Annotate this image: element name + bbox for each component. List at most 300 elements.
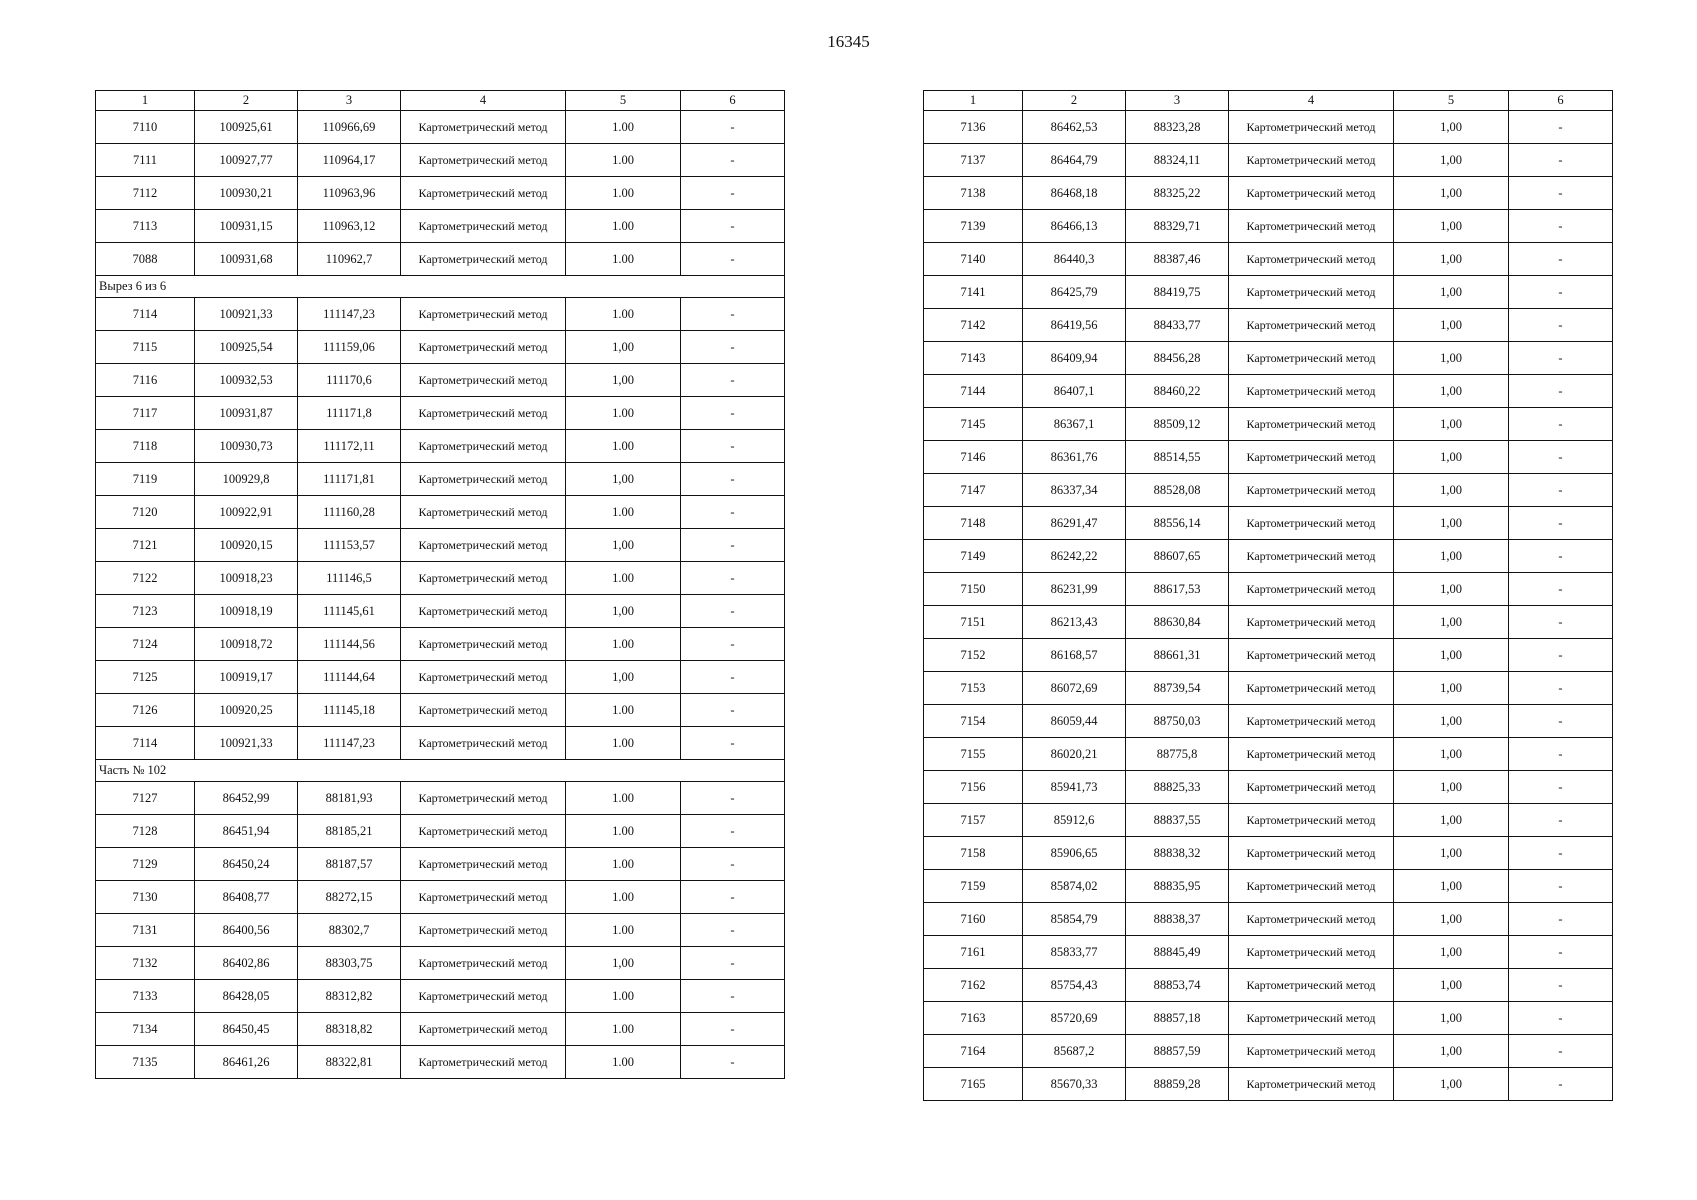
table-row: [924, 705, 1613, 738]
y-coordinate-cell: 88857,59: [1126, 1035, 1229, 1068]
y-coordinate-cell: 111147,23: [298, 298, 401, 331]
point-number-cell: 7154: [924, 705, 1023, 738]
note-cell: -: [681, 848, 785, 881]
accuracy-cell: 1,00: [1394, 969, 1509, 1002]
table-row: [924, 342, 1613, 375]
method-cell: Картометрический метод: [1229, 837, 1394, 870]
accuracy-cell: 1.00: [566, 496, 681, 529]
method-cell: Картометрический метод: [1229, 1002, 1394, 1035]
y-coordinate-cell: 88857,18: [1126, 1002, 1229, 1035]
table-row: [96, 815, 785, 848]
note-cell: -: [681, 177, 785, 210]
note-cell: -: [681, 1046, 785, 1079]
accuracy-cell: 1,00: [1394, 540, 1509, 573]
method-cell: Картометрический метод: [401, 1013, 566, 1046]
y-coordinate-cell: 88460,22: [1126, 375, 1229, 408]
y-coordinate-cell: 88630,84: [1126, 606, 1229, 639]
x-coordinate-cell: 100930,73: [195, 430, 298, 463]
note-cell: -: [681, 1013, 785, 1046]
point-number-cell: 7122: [96, 562, 195, 595]
x-coordinate-cell: 85687,2: [1023, 1035, 1126, 1068]
column-header: 2: [195, 91, 298, 111]
method-cell: Картометрический метод: [401, 782, 566, 815]
accuracy-cell: 1,00: [1394, 342, 1509, 375]
method-cell: Картометрический метод: [401, 111, 566, 144]
x-coordinate-cell: 86407,1: [1023, 375, 1126, 408]
accuracy-cell: 1.00: [566, 298, 681, 331]
accuracy-cell: 1.00: [566, 1013, 681, 1046]
table-row: [924, 144, 1613, 177]
x-coordinate-cell: 100921,33: [195, 727, 298, 760]
x-coordinate-cell: 86428,05: [195, 980, 298, 1013]
y-coordinate-cell: 88835,95: [1126, 870, 1229, 903]
x-coordinate-cell: 100925,54: [195, 331, 298, 364]
x-coordinate-cell: 100918,72: [195, 628, 298, 661]
table-row: [924, 969, 1613, 1002]
y-coordinate-cell: 88181,93: [298, 782, 401, 815]
x-coordinate-cell: 100920,25: [195, 694, 298, 727]
y-coordinate-cell: 88750,03: [1126, 705, 1229, 738]
x-coordinate-cell: 85720,69: [1023, 1002, 1126, 1035]
point-number-cell: 7129: [96, 848, 195, 881]
method-cell: Картометрический метод: [1229, 507, 1394, 540]
column-header: 5: [1394, 91, 1509, 111]
point-number-cell: 7113: [96, 210, 195, 243]
point-number-cell: 7155: [924, 738, 1023, 771]
x-coordinate-cell: 100927,77: [195, 144, 298, 177]
accuracy-cell: 1,00: [1394, 771, 1509, 804]
method-cell: Картометрический метод: [401, 947, 566, 980]
y-coordinate-cell: 111147,23: [298, 727, 401, 760]
y-coordinate-cell: 88324,11: [1126, 144, 1229, 177]
note-cell: -: [1509, 1035, 1613, 1068]
y-coordinate-cell: 111145,18: [298, 694, 401, 727]
point-number-cell: 7156: [924, 771, 1023, 804]
point-number-cell: 7117: [96, 397, 195, 430]
note-cell: -: [1509, 639, 1613, 672]
y-coordinate-cell: 88456,28: [1126, 342, 1229, 375]
accuracy-cell: 1,00: [1394, 441, 1509, 474]
method-cell: Картометрический метод: [1229, 342, 1394, 375]
y-coordinate-cell: 111144,56: [298, 628, 401, 661]
x-coordinate-cell: 86452,99: [195, 782, 298, 815]
table-row: [96, 727, 785, 760]
x-coordinate-cell: 86451,94: [195, 815, 298, 848]
method-cell: Картометрический метод: [1229, 441, 1394, 474]
table-row: [96, 661, 785, 694]
y-coordinate-cell: 88528,08: [1126, 474, 1229, 507]
point-number-cell: 7131: [96, 914, 195, 947]
section-label: Часть № 102: [96, 760, 785, 782]
table-row: [924, 177, 1613, 210]
accuracy-cell: 1,00: [566, 595, 681, 628]
accuracy-cell: 1,00: [1394, 111, 1509, 144]
method-cell: Картометрический метод: [401, 463, 566, 496]
point-number-cell: 7136: [924, 111, 1023, 144]
y-coordinate-cell: 88617,53: [1126, 573, 1229, 606]
column-header: 6: [681, 91, 785, 111]
table-row: [96, 694, 785, 727]
point-number-cell: 7134: [96, 1013, 195, 1046]
method-cell: Картометрический метод: [1229, 375, 1394, 408]
point-number-cell: 7153: [924, 672, 1023, 705]
accuracy-cell: 1,00: [1394, 507, 1509, 540]
accuracy-cell: 1,00: [566, 364, 681, 397]
y-coordinate-cell: 88325,22: [1126, 177, 1229, 210]
table-row: [924, 1035, 1613, 1068]
y-coordinate-cell: 88329,71: [1126, 210, 1229, 243]
column-header: 4: [401, 91, 566, 111]
table-row: [96, 562, 785, 595]
accuracy-cell: 1,00: [1394, 276, 1509, 309]
method-cell: Картометрический метод: [401, 496, 566, 529]
x-coordinate-cell: 100930,21: [195, 177, 298, 210]
accuracy-cell: 1,00: [566, 661, 681, 694]
method-cell: Картометрический метод: [1229, 639, 1394, 672]
point-number-cell: 7165: [924, 1068, 1023, 1101]
note-cell: -: [681, 595, 785, 628]
method-cell: Картометрический метод: [401, 364, 566, 397]
y-coordinate-cell: 110963,12: [298, 210, 401, 243]
y-coordinate-cell: 88185,21: [298, 815, 401, 848]
point-number-cell: 7159: [924, 870, 1023, 903]
column-header: 2: [1023, 91, 1126, 111]
table-row: [96, 177, 785, 210]
accuracy-cell: 1,00: [1394, 144, 1509, 177]
point-number-cell: 7118: [96, 430, 195, 463]
point-number-cell: 7124: [96, 628, 195, 661]
table-row: [96, 111, 785, 144]
accuracy-cell: 1,00: [1394, 738, 1509, 771]
y-coordinate-cell: 88323,28: [1126, 111, 1229, 144]
point-number-cell: 7139: [924, 210, 1023, 243]
accuracy-cell: 1.00: [566, 397, 681, 430]
method-cell: Картометрический метод: [1229, 870, 1394, 903]
method-cell: Картометрический метод: [401, 914, 566, 947]
method-cell: Картометрический метод: [1229, 111, 1394, 144]
table-row: [924, 870, 1613, 903]
x-coordinate-cell: 86450,45: [195, 1013, 298, 1046]
point-number-cell: 7121: [96, 529, 195, 562]
method-cell: Картометрический метод: [1229, 474, 1394, 507]
column-header: 3: [298, 91, 401, 111]
x-coordinate-cell: 85670,33: [1023, 1068, 1126, 1101]
point-number-cell: 7157: [924, 804, 1023, 837]
section-label: Вырез 6 из 6: [96, 276, 785, 298]
accuracy-cell: 1.00: [566, 980, 681, 1013]
point-number-cell: 7137: [924, 144, 1023, 177]
table-row: [924, 837, 1613, 870]
table-row: [924, 936, 1613, 969]
table-row: [96, 881, 785, 914]
accuracy-cell: 1.00: [566, 848, 681, 881]
note-cell: -: [1509, 1068, 1613, 1101]
note-cell: -: [1509, 573, 1613, 606]
point-number-cell: 7127: [96, 782, 195, 815]
point-number-cell: 7147: [924, 474, 1023, 507]
table-row: [96, 529, 785, 562]
accuracy-cell: 1.00: [566, 562, 681, 595]
accuracy-cell: 1.00: [566, 177, 681, 210]
table-row: [924, 804, 1613, 837]
method-cell: Картометрический метод: [1229, 540, 1394, 573]
accuracy-cell: 1,00: [1394, 573, 1509, 606]
method-cell: Картометрический метод: [1229, 309, 1394, 342]
accuracy-cell: 1.00: [566, 243, 681, 276]
point-number-cell: 7110: [96, 111, 195, 144]
table-header-row: [96, 91, 785, 111]
accuracy-cell: 1.00: [566, 111, 681, 144]
table-row: [924, 111, 1613, 144]
y-coordinate-cell: 88859,28: [1126, 1068, 1229, 1101]
x-coordinate-cell: 86408,77: [195, 881, 298, 914]
method-cell: Картометрический метод: [401, 628, 566, 661]
method-cell: Картометрический метод: [1229, 573, 1394, 606]
x-coordinate-cell: 100931,87: [195, 397, 298, 430]
method-cell: Картометрический метод: [1229, 243, 1394, 276]
y-coordinate-cell: 88837,55: [1126, 804, 1229, 837]
x-coordinate-cell: 86468,18: [1023, 177, 1126, 210]
point-number-cell: 7162: [924, 969, 1023, 1002]
point-number-cell: 7088: [96, 243, 195, 276]
point-number-cell: 7163: [924, 1002, 1023, 1035]
x-coordinate-cell: 100919,17: [195, 661, 298, 694]
y-coordinate-cell: 88739,54: [1126, 672, 1229, 705]
point-number-cell: 7126: [96, 694, 195, 727]
y-coordinate-cell: 111146,5: [298, 562, 401, 595]
point-number-cell: 7114: [96, 727, 195, 760]
method-cell: Картометрический метод: [1229, 804, 1394, 837]
note-cell: -: [681, 727, 785, 760]
accuracy-cell: 1,00: [1394, 1035, 1509, 1068]
point-number-cell: 7141: [924, 276, 1023, 309]
table-row: [96, 298, 785, 331]
note-cell: -: [1509, 474, 1613, 507]
table-row: [924, 1002, 1613, 1035]
method-cell: Картометрический метод: [401, 694, 566, 727]
note-cell: -: [681, 430, 785, 463]
x-coordinate-cell: 86213,43: [1023, 606, 1126, 639]
note-cell: -: [681, 881, 785, 914]
table-row: [96, 496, 785, 529]
x-coordinate-cell: 86400,56: [195, 914, 298, 947]
x-coordinate-cell: 100920,15: [195, 529, 298, 562]
note-cell: -: [1509, 771, 1613, 804]
note-cell: -: [681, 397, 785, 430]
x-coordinate-cell: 85941,73: [1023, 771, 1126, 804]
note-cell: -: [1509, 243, 1613, 276]
method-cell: Картометрический метод: [401, 661, 566, 694]
table-row: [924, 408, 1613, 441]
accuracy-cell: 1,00: [1394, 309, 1509, 342]
table-row: [96, 210, 785, 243]
table-row: [96, 848, 785, 881]
y-coordinate-cell: 88312,82: [298, 980, 401, 1013]
accuracy-cell: 1,00: [1394, 606, 1509, 639]
y-coordinate-cell: 88433,77: [1126, 309, 1229, 342]
table-row: [924, 375, 1613, 408]
note-cell: -: [681, 529, 785, 562]
x-coordinate-cell: 86440,3: [1023, 243, 1126, 276]
y-coordinate-cell: 88853,74: [1126, 969, 1229, 1002]
table-row: [96, 463, 785, 496]
x-coordinate-cell: 86367,1: [1023, 408, 1126, 441]
method-cell: Картометрический метод: [401, 815, 566, 848]
note-cell: -: [681, 496, 785, 529]
accuracy-cell: 1,00: [1394, 243, 1509, 276]
point-number-cell: 7160: [924, 903, 1023, 936]
column-header: 3: [1126, 91, 1229, 111]
note-cell: -: [1509, 738, 1613, 771]
x-coordinate-cell: 100918,23: [195, 562, 298, 595]
x-coordinate-cell: 85906,65: [1023, 837, 1126, 870]
accuracy-cell: 1.00: [566, 628, 681, 661]
point-number-cell: 7132: [96, 947, 195, 980]
table-row: [924, 738, 1613, 771]
accuracy-cell: 1,00: [1394, 408, 1509, 441]
x-coordinate-cell: 86466,13: [1023, 210, 1126, 243]
method-cell: Картометрический метод: [1229, 771, 1394, 804]
note-cell: -: [681, 815, 785, 848]
y-coordinate-cell: 88318,82: [298, 1013, 401, 1046]
table-row: [96, 1013, 785, 1046]
accuracy-cell: 1.00: [566, 694, 681, 727]
y-coordinate-cell: 88419,75: [1126, 276, 1229, 309]
point-number-cell: 7115: [96, 331, 195, 364]
coordinates-table-left: [95, 90, 785, 1079]
accuracy-cell: 1,00: [1394, 837, 1509, 870]
y-coordinate-cell: 88607,65: [1126, 540, 1229, 573]
note-cell: -: [681, 661, 785, 694]
table-row: [96, 980, 785, 1013]
accuracy-cell: 1.00: [566, 210, 681, 243]
table-row: [96, 397, 785, 430]
y-coordinate-cell: 110963,96: [298, 177, 401, 210]
method-cell: Картометрический метод: [1229, 276, 1394, 309]
note-cell: -: [681, 243, 785, 276]
note-cell: -: [1509, 837, 1613, 870]
table-row: [96, 1046, 785, 1079]
method-cell: Картометрический метод: [1229, 210, 1394, 243]
accuracy-cell: 1,00: [1394, 672, 1509, 705]
point-number-cell: 7133: [96, 980, 195, 1013]
table-row: [924, 243, 1613, 276]
x-coordinate-cell: 86425,79: [1023, 276, 1126, 309]
column-header: 1: [96, 91, 195, 111]
method-cell: Картометрический метод: [401, 1046, 566, 1079]
method-cell: Картометрический метод: [401, 397, 566, 430]
y-coordinate-cell: 88302,7: [298, 914, 401, 947]
table-row: [924, 309, 1613, 342]
method-cell: Картометрический метод: [1229, 177, 1394, 210]
note-cell: -: [1509, 342, 1613, 375]
x-coordinate-cell: 86242,22: [1023, 540, 1126, 573]
method-cell: Картометрический метод: [401, 562, 566, 595]
x-coordinate-cell: 85874,02: [1023, 870, 1126, 903]
y-coordinate-cell: 88825,33: [1126, 771, 1229, 804]
coordinates-table-right: [923, 90, 1613, 1101]
table-row: [924, 540, 1613, 573]
note-cell: -: [681, 298, 785, 331]
point-number-cell: 7123: [96, 595, 195, 628]
method-cell: Картометрический метод: [1229, 408, 1394, 441]
method-cell: Картометрический метод: [1229, 936, 1394, 969]
point-number-cell: 7128: [96, 815, 195, 848]
table-row: [924, 606, 1613, 639]
x-coordinate-cell: 85854,79: [1023, 903, 1126, 936]
method-cell: Картометрический метод: [1229, 969, 1394, 1002]
x-coordinate-cell: 86291,47: [1023, 507, 1126, 540]
note-cell: -: [1509, 672, 1613, 705]
accuracy-cell: 1,00: [1394, 804, 1509, 837]
x-coordinate-cell: 86337,34: [1023, 474, 1126, 507]
note-cell: -: [1509, 309, 1613, 342]
table-row: [96, 947, 785, 980]
accuracy-cell: 1,00: [1394, 375, 1509, 408]
table-row: [924, 573, 1613, 606]
accuracy-cell: 1,00: [1394, 705, 1509, 738]
y-coordinate-cell: 111145,61: [298, 595, 401, 628]
table-row: [924, 276, 1613, 309]
table-row: [924, 771, 1613, 804]
point-number-cell: 7112: [96, 177, 195, 210]
accuracy-cell: 1,00: [566, 529, 681, 562]
point-number-cell: 7140: [924, 243, 1023, 276]
x-coordinate-cell: 86059,44: [1023, 705, 1126, 738]
method-cell: Картометрический метод: [401, 848, 566, 881]
point-number-cell: 7120: [96, 496, 195, 529]
y-coordinate-cell: 88303,75: [298, 947, 401, 980]
table-row: [924, 441, 1613, 474]
x-coordinate-cell: 100929,8: [195, 463, 298, 496]
method-cell: Картометрический метод: [401, 144, 566, 177]
note-cell: -: [681, 782, 785, 815]
method-cell: Картометрический метод: [401, 331, 566, 364]
table-row: [924, 903, 1613, 936]
point-number-cell: 7143: [924, 342, 1023, 375]
y-coordinate-cell: 88775,8: [1126, 738, 1229, 771]
point-number-cell: 7164: [924, 1035, 1023, 1068]
accuracy-cell: 1.00: [566, 1046, 681, 1079]
point-number-cell: 7142: [924, 309, 1023, 342]
table-row: [96, 782, 785, 815]
table-row: [96, 595, 785, 628]
column-header: 5: [566, 91, 681, 111]
note-cell: -: [1509, 1002, 1613, 1035]
accuracy-cell: 1.00: [566, 914, 681, 947]
x-coordinate-cell: 86464,79: [1023, 144, 1126, 177]
point-number-cell: 7111: [96, 144, 195, 177]
note-cell: -: [1509, 210, 1613, 243]
point-number-cell: 7119: [96, 463, 195, 496]
accuracy-cell: 1,00: [1394, 210, 1509, 243]
note-cell: -: [681, 111, 785, 144]
column-header: 6: [1509, 91, 1613, 111]
note-cell: -: [681, 144, 785, 177]
accuracy-cell: 1.00: [566, 144, 681, 177]
table-row: [924, 507, 1613, 540]
accuracy-cell: 1.00: [566, 727, 681, 760]
accuracy-cell: 1,00: [566, 947, 681, 980]
point-number-cell: 7135: [96, 1046, 195, 1079]
table-header-row: [924, 91, 1613, 111]
column-header: 4: [1229, 91, 1394, 111]
section-row: [96, 760, 785, 782]
table-row: [924, 474, 1613, 507]
y-coordinate-cell: 110966,69: [298, 111, 401, 144]
y-coordinate-cell: 111171,81: [298, 463, 401, 496]
y-coordinate-cell: 88509,12: [1126, 408, 1229, 441]
